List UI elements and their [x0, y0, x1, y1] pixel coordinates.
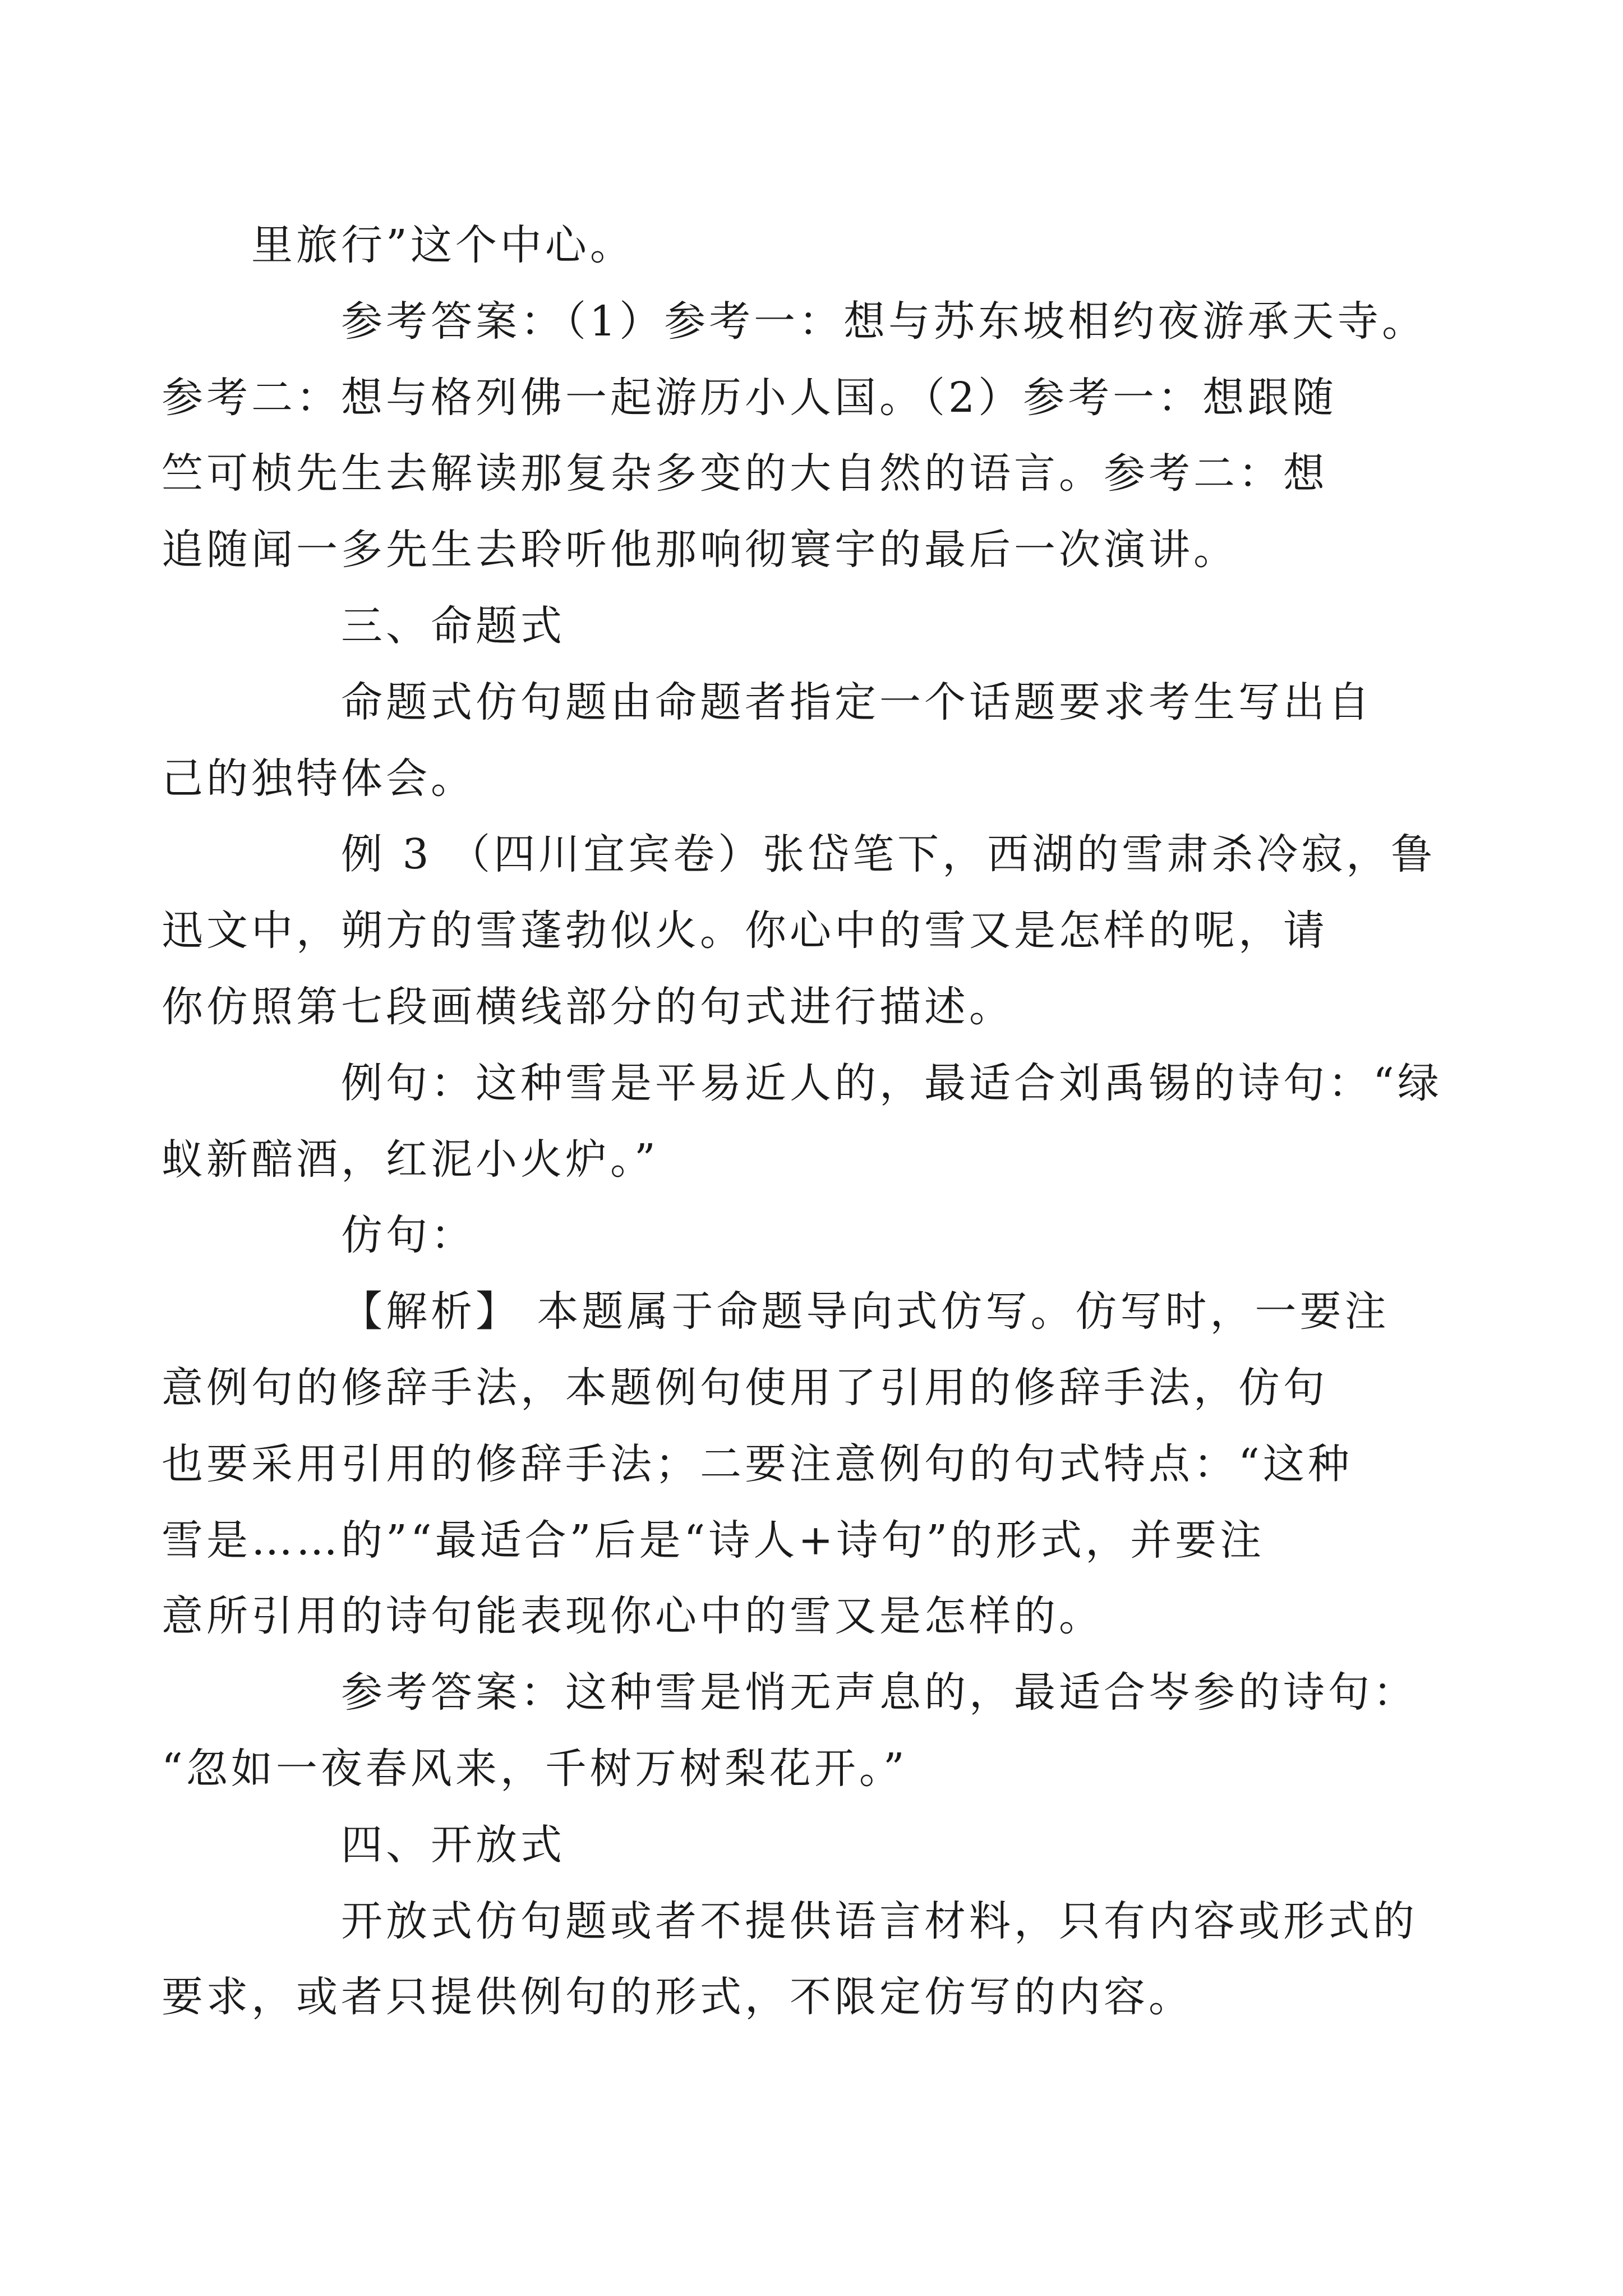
paragraph-proposition-intro: [162, 665, 1384, 817]
section-heading-3: [251, 588, 1384, 665]
paragraph-example-sentence: [162, 1046, 1442, 1198]
text-line: 意所引用的诗句能表现你心中的雪又是怎样的。: [162, 1592, 1104, 1641]
text-line: 竺可桢先生去解读那复杂多变的大自然的语言。参考二：想: [162, 449, 1328, 498]
text-line: 命题式仿句题由命题者指定一个话题要求考生写出自: [341, 678, 1373, 726]
paragraph-reference-answer-2: [162, 1655, 1418, 1807]
text-line: 四、开放式: [341, 1820, 565, 1869]
text-line: “忽如一夜春风来，千树万树梨花开。”: [162, 1744, 908, 1793]
text-line: 开放式仿句题或者不提供语言材料，只有内容或形式的: [341, 1897, 1418, 1945]
text-line: 雪是……的”“最适合”后是“诗人+诗句”的形式，并要注: [162, 1516, 1265, 1565]
text-line: 参考答案：这种雪是悄无声息的，最适合岑参的诗句：: [341, 1668, 1418, 1717]
document-body: [162, 208, 1442, 2036]
text-line: 参考二：想与格列佛一起游历小人国。（2）参考一：想跟随: [162, 373, 1338, 422]
text-line: 追随闻一多先生去聆听他那响彻寰宇的最后一次演讲。: [162, 526, 1238, 574]
text-line: 你仿照第七段画横线部分的句式进行描述。: [162, 982, 1014, 1031]
text-line: 仿句：: [341, 1211, 476, 1260]
text-line: 例 3 （四川宜宾卷）张岱笔下，西湖的雪肃杀冷寂，鲁: [341, 830, 1436, 879]
text-line: 也要采用引用的修辞手法；二要注意例句的句式特点：“这种: [162, 1439, 1353, 1488]
text-line: 意例句的修辞手法，本题例句使用了引用的修辞手法，仿句: [162, 1363, 1328, 1412]
text-line: 例句：这种雪是平易近人的，最适合刘禹锡的诗句：“绿: [341, 1059, 1442, 1107]
paragraph-imitation-prompt: [251, 1198, 1384, 1274]
text-line: 迅文中，朔方的雪蓬勃似火。你心中的雪又是怎样的呢，请: [162, 907, 1328, 955]
text-line: 要求，或者只提供例句的形式，不限定仿写的内容。: [162, 1973, 1193, 2022]
text-line: 蚁新醅酒，红泥小火炉。”: [162, 1135, 659, 1184]
paragraph-reference-answer-1: [162, 284, 1427, 588]
paragraph-open-intro: [162, 1884, 1418, 2036]
text-line: 里旅行”这个中心。: [251, 221, 635, 269]
section-heading-4: [251, 1807, 1384, 1884]
text-line: 己的独特体会。: [162, 754, 476, 803]
paragraph-analysis: [162, 1274, 1390, 1655]
text-line: 三、命题式: [341, 601, 565, 650]
paragraph-example-3: [162, 817, 1436, 1045]
paragraph-continuation: [251, 208, 1384, 284]
text-line: 参考答案：（1）参考一：想与苏东坡相约夜游承天寺。: [341, 297, 1427, 346]
text-line: 【解析】 本题属于命题导向式仿写。仿写时，一要注: [341, 1287, 1390, 1336]
